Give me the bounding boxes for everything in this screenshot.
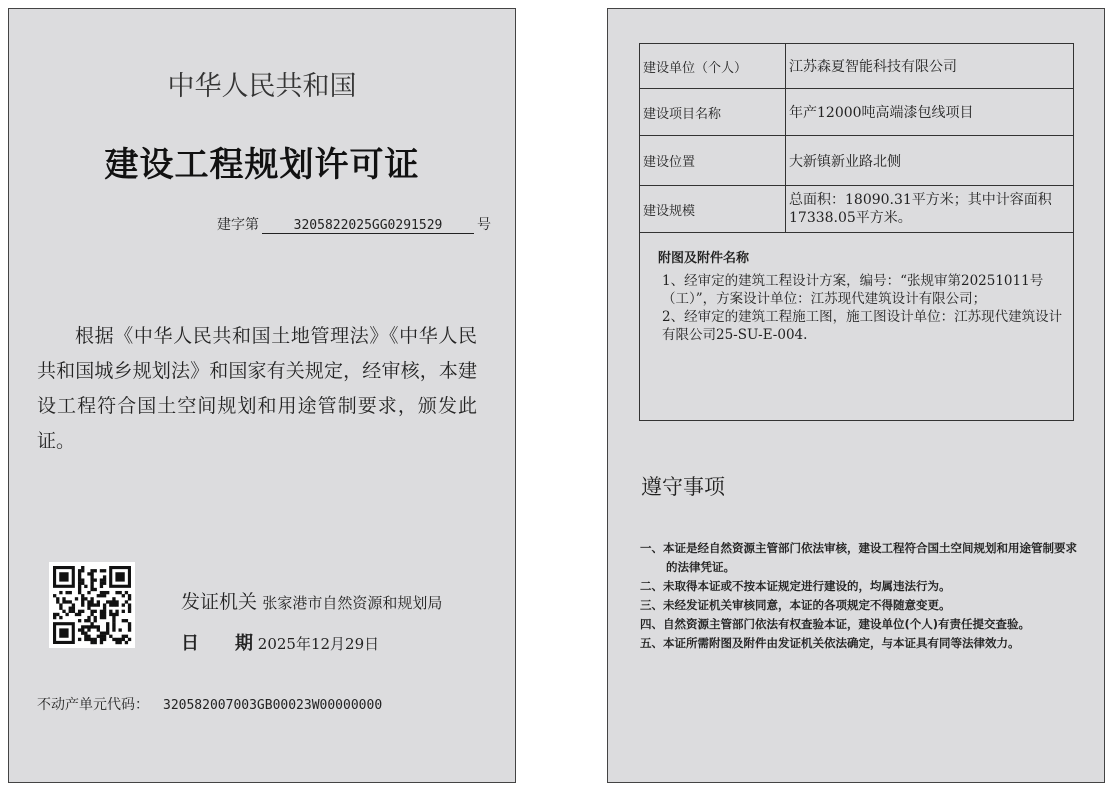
rule-item: 二、未取得本证或不按本证规定进行建设的，均属违法行为。 [640,579,951,593]
row-value: 江苏森夏智能科技有限公司 [786,44,1074,89]
row-label: 建设项目名称 [640,89,786,136]
permit-prefix: 建字第 [217,217,259,233]
country-name: 中华人民共和国 [167,71,357,102]
date-value: 2025年12月29日 [257,635,380,653]
row-value: 总面积：18090.31平方米；其中计容面积17338.05平方米。 [786,186,1074,233]
attachments-row [640,233,1074,421]
certificate-front-page [8,8,516,783]
table-row [640,186,1074,233]
rule-item: 五、本证所需附图及附件由发证机关依法确定，与本证具有同等法律效力。 [640,636,1020,650]
row-label: 建设单位（个人） [640,44,786,89]
row-value: 年产12000吨高端漆包线项目 [786,89,1074,136]
issuer-value: 张家港市自然资源和规划局 [262,594,443,612]
date-label-2: 期 [235,633,253,654]
issue-date [181,629,379,655]
row-label: 建设规模 [640,186,786,233]
rule-item: 三、未经发证机关审核同意，本证的各项规定不得随意变更。 [640,598,951,612]
notice-title: 遵守事项 [641,475,725,499]
table-row [640,136,1074,186]
attachment-item: 2、经审定的建筑工程施工图，施工图设计单位：江苏现代建筑设计有限公司25-SU-E-004. [662,309,1063,343]
attachment-item: 1、经审定的建筑工程设计方案，编号：“张规审第20251011号（工）”，方案设计单位：江苏现代建筑设计有限公司； [662,273,1044,307]
certificate-back-page [607,8,1105,783]
certificate-body-text: 根据《中华人民共和国土地管理法》《中华人民共和国城乡规划法》和国家有关规定，经审核，本建设工程符合国土空间规划和用途管制要求，颁发此证。 [37,325,477,452]
attachments-cell [640,233,1074,421]
table-row [640,89,1074,136]
rule-item: 四、自然资源主管部门依法有权查验本证，建设单位(个人)有责任提交查验。 [640,617,1031,631]
row-value: 大新镇新业路北侧 [786,136,1074,186]
table-row [640,44,1074,89]
permit-suffix: 号 [477,217,491,233]
attachments-title: 附图及附件名称 [658,251,750,266]
date-label-1: 日 [181,633,199,654]
issuing-authority [181,587,442,614]
notice-rules [640,539,1080,653]
property-label: 不动产单元代码： [37,697,149,713]
permit-number-line [217,214,491,234]
rule-item: 一、本证是经自然资源主管部门依法审核，建设工程符合国土空间规划和用途管制要求的法律凭证。 [640,541,1077,574]
certificate-title: 建设工程规划许可证 [104,145,420,185]
permit-number: 3205822025GG0291529 [262,218,474,234]
issuer-label: 发证机关 [181,591,258,613]
row-label: 建设位置 [640,136,786,186]
property-unit-code [37,694,382,714]
qr-code-icon [49,562,135,648]
project-info-table [639,43,1074,421]
property-code: 320582007003GB00023W00000000 [163,698,383,713]
